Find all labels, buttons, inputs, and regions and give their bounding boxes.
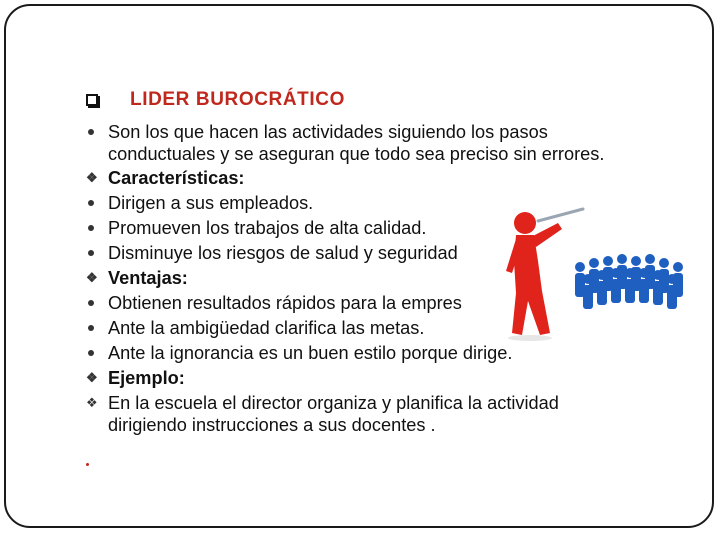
list-item-text: Ante la ignorancia es un buen estilo porque dirige.: [108, 343, 513, 363]
list-item: [88, 392, 688, 436]
list-item-text: Disminuye los riesgos de salud y seguridad: [108, 243, 458, 263]
person-icon: [583, 274, 593, 309]
hollow-square-icon: [86, 94, 98, 106]
person-icon: [625, 268, 635, 303]
slide-frame: [4, 4, 714, 528]
person-icon: [639, 268, 649, 303]
list-item-text: Dirigen a sus empleados.: [108, 193, 314, 213]
list-item: [88, 367, 688, 389]
slide-title: LIDER BUROCRÁTICO: [130, 89, 345, 110]
list-item-text: Ejemplo:: [108, 368, 185, 388]
bullet-dot-icon: [88, 225, 94, 231]
list-item: [88, 167, 688, 189]
bullet-dot-icon: [88, 250, 94, 256]
bullet-dot-icon: [88, 350, 94, 356]
list-item-text: Son los que hacen las actividades siguiendo los pasos: [108, 122, 548, 142]
list-item-text: dirigiendo instrucciones a sus docentes .: [108, 415, 436, 435]
list-item-text: Ante la ambigüedad clarifica las metas.: [108, 318, 425, 338]
person-icon: [667, 274, 677, 309]
bullet-dot-icon: [88, 300, 94, 306]
diamond-bullet-icon: ❖: [86, 170, 98, 185]
list-item-text: conductuales y se aseguran que todo sea preciso sin errores.: [108, 144, 605, 164]
list-item-text: Características:: [108, 168, 245, 188]
leader-pointing-icon: [498, 201, 698, 351]
person-icon: [611, 268, 621, 303]
title-row: [86, 88, 345, 112]
marker-dot: [86, 463, 89, 466]
bullet-dot-icon: [88, 129, 94, 135]
person-icon: [653, 270, 663, 305]
list-item-text: Ventajas:: [108, 268, 188, 288]
bullet-dot-icon: [88, 325, 94, 331]
list-item-text: Obtienen resultados rápidos para la empres: [108, 293, 462, 313]
list-item-text: Promueven los trabajos de alta calidad.: [108, 218, 427, 238]
list-item-text: En la escuela el director organiza y planifica la actividad: [108, 393, 559, 413]
list-item: [88, 121, 688, 165]
person-icon: [597, 270, 607, 305]
diamond-bullet-icon: ❖: [86, 370, 98, 385]
diamond-bullet-icon: ❖: [86, 270, 98, 285]
diamond-bullet-icon: ❖: [86, 395, 98, 410]
bullet-dot-icon: [88, 200, 94, 206]
